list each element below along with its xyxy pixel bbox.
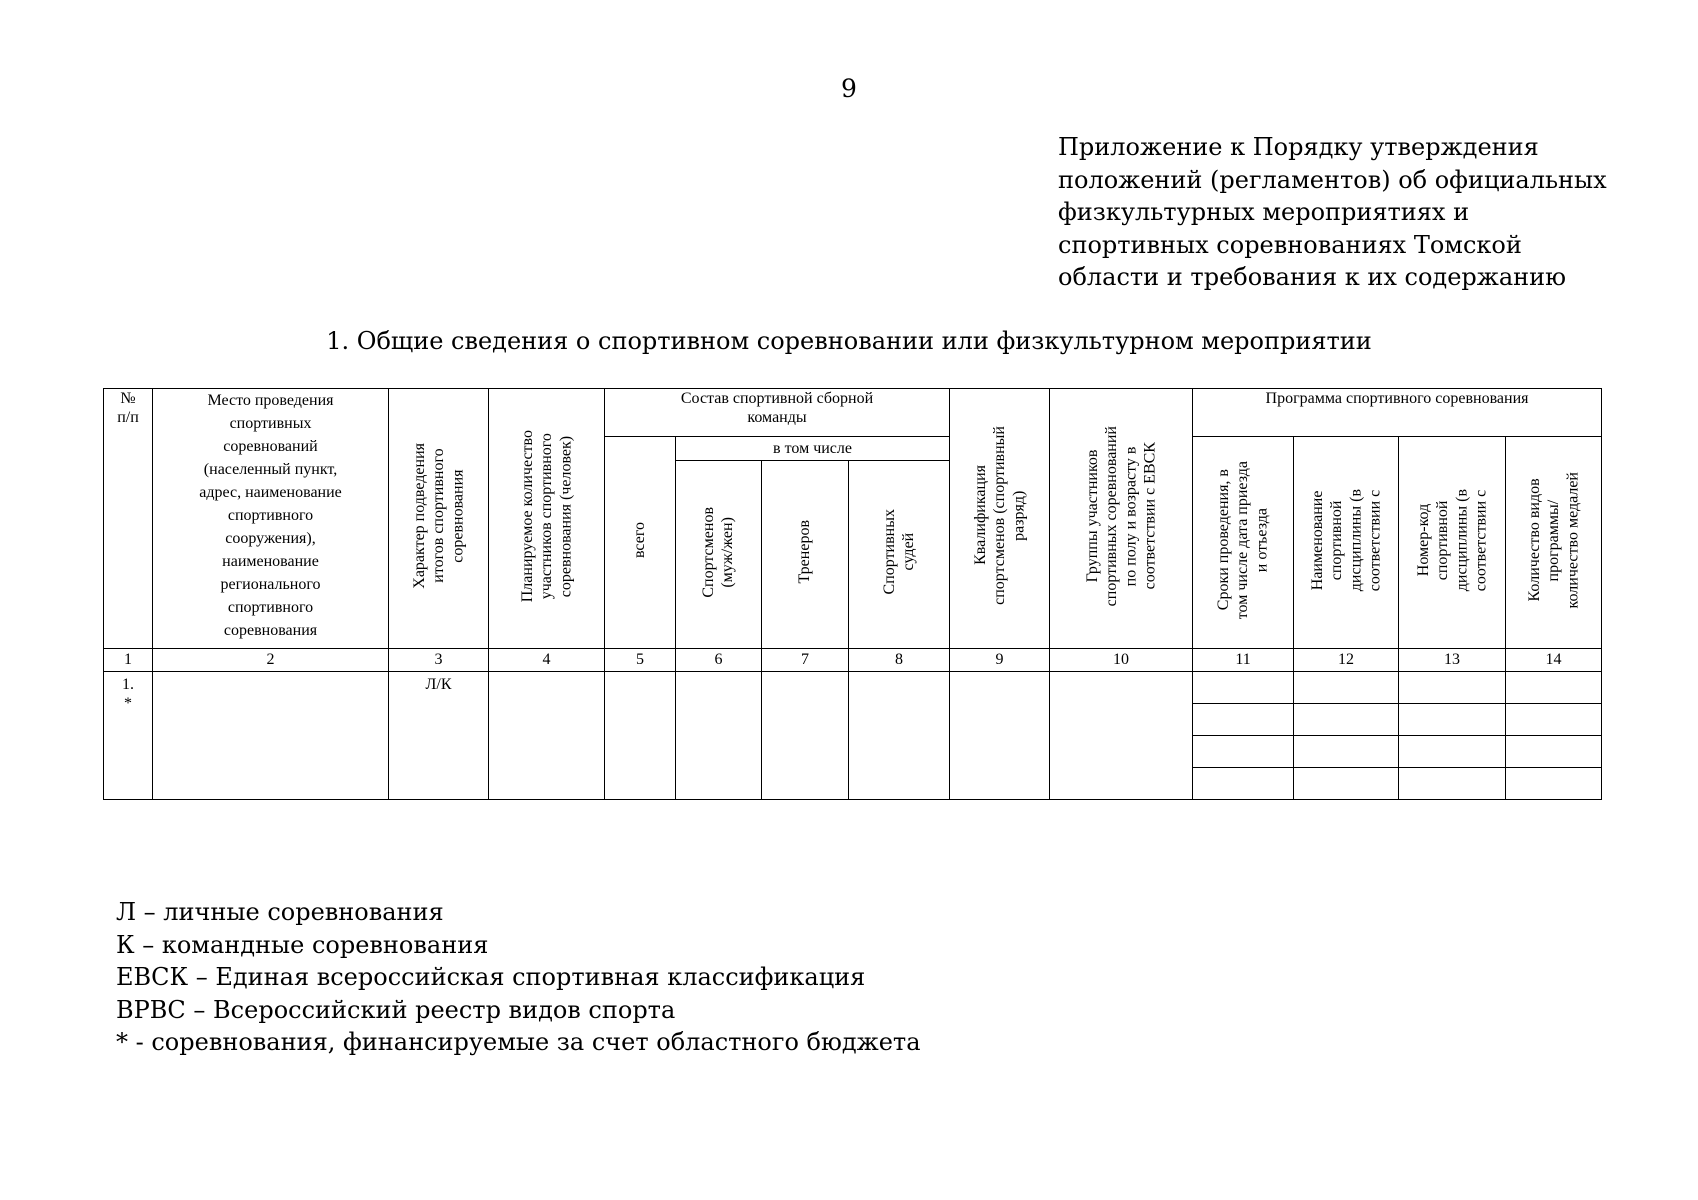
header-coaches (762, 461, 849, 649)
header-qualification-text: Квалификация спортсменов (спортивный разряд) (971, 426, 1028, 606)
row-number: 1. (122, 676, 134, 693)
column-number: 9 (950, 649, 1050, 672)
header-athletes (676, 461, 762, 649)
header-program-text: Программа спортивного соревнования (1265, 390, 1529, 407)
header-place (153, 389, 389, 649)
header-discipline-name-text: Наименование спортивной дисциплины (в соответствии с (1308, 488, 1384, 592)
header-medals (1506, 437, 1602, 649)
legend-item: К – командные соревнования (116, 930, 489, 959)
table-cell (1050, 672, 1193, 800)
header-row-number-text: № п/п (117, 390, 139, 427)
legend-item: ЕВСК – Единая всероссийская спортивная классификация (116, 963, 866, 991)
header-character-text: Характер подведения итогов спортивного соревнования (410, 443, 467, 589)
legend-item: ВРВС – Всероссийский реестр видов спорта (116, 995, 676, 1024)
header-total (605, 437, 676, 649)
header-medals-text: Количество видов программы/ количество медалей (1525, 471, 1582, 609)
table-cell (1193, 704, 1294, 736)
column-numbers-row (104, 649, 1602, 672)
row-number-cell (104, 672, 153, 800)
header-participant-groups-text: Группы участников спортивных соревнований по полу и возрасту в соответствии с ЕВСК (1083, 425, 1159, 607)
row-star: * (124, 695, 132, 713)
header-discipline-name (1294, 437, 1399, 649)
table-cell (762, 672, 849, 800)
table-cell (1193, 736, 1294, 768)
table-cell (1399, 768, 1506, 800)
table-cell (676, 672, 762, 800)
page-number: 9 (841, 74, 857, 103)
appendix-line: Приложение к Порядку утверждения (1058, 133, 1539, 161)
column-number: 12 (1294, 649, 1399, 672)
column-number: 4 (489, 649, 605, 672)
table-cell (1506, 768, 1602, 800)
legend-item: Л – личные соревнования (116, 898, 444, 926)
row-character: Л/К (425, 676, 452, 693)
column-number: 14 (1506, 649, 1602, 672)
header-place-text: Место проведения спортивных соревнований (населенный пункт, адрес, наименование спортивного сооружения), наименование регионального спортивного соревнования (199, 392, 342, 639)
table-cell (1193, 672, 1294, 704)
header-planned-participants (489, 389, 605, 649)
header-program (1193, 389, 1602, 437)
header-discipline-code (1399, 437, 1506, 649)
header-character (389, 389, 489, 649)
header-total-text: всего (631, 521, 649, 558)
header-dates (1193, 437, 1294, 649)
column-number: 10 (1050, 649, 1193, 672)
column-number: 2 (153, 649, 389, 672)
header-team-composition-text: Состав спортивной сборной команды (680, 390, 874, 427)
table-cell (1399, 704, 1506, 736)
column-number: 6 (676, 649, 762, 672)
table-cell (489, 672, 605, 800)
header-dates-text: Сроки проведения, в том числе дата приезда и отъезда (1215, 460, 1271, 620)
legend (116, 896, 921, 1059)
column-number: 5 (605, 649, 676, 672)
header-qualification (950, 389, 1050, 649)
section-title: 1. Общие сведения о спортивном соревновании или физкультурном мероприятии (326, 327, 1372, 355)
appendix-line: спортивных соревнованиях Томской (1058, 230, 1522, 259)
table-cell (605, 672, 676, 800)
header-participant-groups (1050, 389, 1193, 649)
legend-item: * - соревнования, финансируемые за счет областного бюджета (116, 1028, 921, 1056)
header-planned-participants-text: Планируемое количество участников спортивного соревнования (человек) (518, 429, 575, 603)
column-number: 8 (849, 649, 950, 672)
header-discipline-code-text: Номер-код спортивной дисциплины (в соответствии с (1414, 488, 1490, 592)
table-cell (950, 672, 1050, 800)
column-number: 11 (1193, 649, 1294, 672)
row-character-cell (389, 672, 489, 800)
table-cell (153, 672, 389, 800)
column-number: 3 (389, 649, 489, 672)
header-athletes-text: Спортсменов (муж/жен) (700, 506, 737, 598)
column-number: 13 (1399, 649, 1506, 672)
appendix-line: положений (регламентов) об официальных (1058, 165, 1607, 194)
table-cell (1506, 736, 1602, 768)
table-cell (1294, 768, 1399, 800)
table-cell (1294, 704, 1399, 736)
table-cell (1193, 768, 1294, 800)
table-cell (1399, 736, 1506, 768)
table-cell (1506, 672, 1602, 704)
table-cell (1399, 672, 1506, 704)
table-cell (1294, 672, 1399, 704)
table-row (104, 672, 1602, 704)
appendix-header (1058, 131, 1678, 294)
table-cell (849, 672, 950, 800)
appendix-line: области и требования к их содержанию (1058, 263, 1567, 291)
header-team-composition (605, 389, 950, 437)
column-number: 1 (104, 649, 153, 672)
competition-info-table (103, 388, 1602, 800)
header-coaches-text: Тренеров (796, 520, 814, 584)
table-cell (1506, 704, 1602, 736)
header-judges (849, 461, 950, 649)
column-number: 7 (762, 649, 849, 672)
appendix-line: физкультурных мероприятиях и (1058, 198, 1470, 226)
table-cell (1294, 736, 1399, 768)
header-including (676, 437, 950, 461)
header-including-text: в том числе (773, 439, 852, 457)
header-row-number (104, 389, 153, 649)
header-judges-text: Спортивных судей (880, 509, 917, 595)
